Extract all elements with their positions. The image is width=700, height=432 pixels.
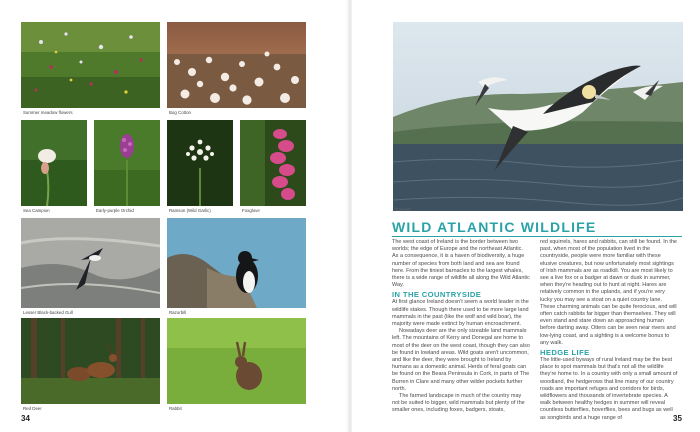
photo-bog-cotton [167, 22, 306, 108]
caption-ramson: Ramson (Wild Garlic) [169, 208, 211, 213]
page-number-right: 35 [673, 414, 682, 423]
caption-orchid: Early-purple Orchid [96, 208, 134, 213]
photo-ramson-wild-garlic [167, 120, 233, 206]
caption-foxglove: Foxglove [242, 208, 260, 213]
article-title: WILD ATLANTIC WILDLIFE [392, 219, 597, 235]
caption-meadow: Summer meadow flowers [23, 110, 73, 115]
photo-lesser-black-backed-gull [21, 218, 160, 308]
heading-hedge-life: HEDGE LIFE [540, 348, 590, 358]
intro-paragraph: The west coast of Ireland is the border between two worlds; the edge of Europe and the northeast Atlantic. As a consequence, it is a haven of biodiversity, a huge number of species from both land and sea are found here. From the tiniest barnacles to the largest whales, there is a wide range of wildlife all along the Wild Atlantic Way. [392, 239, 530, 289]
countryside-paragraph-1: At first glance Ireland doesn't seem a world leader in the wildlife stakes. Though there used to be more large land mammals in the past (like the wolf and wild boar), the majority were made extinct by human encroachment. [392, 299, 529, 328]
photo-razorbill [167, 218, 306, 308]
photo-early-purple-orchid [94, 120, 160, 206]
photo-foxglove [240, 120, 306, 206]
photo-gannets [393, 22, 683, 211]
caption-gannets: Gannets [395, 207, 412, 212]
article-column-1 [392, 239, 530, 415]
caption-razorbill: Razorbill [169, 310, 187, 315]
caption-rabbit: Rabbit [169, 406, 182, 411]
photo-rabbit [167, 318, 306, 404]
article-column-2 [540, 239, 678, 422]
page-number-left: 34 [21, 414, 30, 423]
photo-red-deer [21, 318, 160, 404]
column2-paragraph-1: red squirrels, hares and rabbits, can still be found. In the past, when most of the population lived in the countryside, people were more familiar with these elusive creatures, but now unfortunately most sightings of Irish mammals are as roadkill. You are most likely to see a live fox or a badger at dawn or dusk in summer, when they're heading out to hunt at night. Hares are relatively common in the uplands, and if you're very lucky you may see a stoat on a quiet country lane. These charming animals can be quite ferocious, and will often catch rabbits far bigger than themselves. They will even stand and stare down an approaching human before darting away. Otters can be seen near rivers and low-lying coast, and a sighting is a welcome bonus to any walk. [540, 239, 677, 346]
left-page [0, 0, 348, 432]
caption-sea-campion: Sea Campion [23, 208, 50, 213]
hedge-paragraph-1: The little-used byways of rural Ireland may be the best place to spot mammals but that's not all the wildlife they're home to. In a country with only a small amount of woodland, the hedgerows that line many of our country roads are important refuges and corridors for birds, wildflowers and thousands of invertebrate species. A walk between healthy hedges in summer will reveal countless butterflies, hoverflies, bees and bugs as well as songbirds and a huge range of [540, 357, 678, 421]
title-rule [392, 236, 682, 237]
photo-sea-campion [21, 120, 87, 206]
countryside-paragraph-2: Nowadays deer are the only sizeable land mammals left. The mountains of Kerry and Donegal are home to most of the deer on the west coast, though they can also be found in lowland areas. Wild goats aren't uncommon, and like the deer, they were brought to Ireland by humans as a domestic animal. Herds of feral goats can be found on the Beara Peninsula in Cork, in parts of The Burren in Clare and many other wilder pockets further north. [392, 328, 530, 392]
caption-red-deer: Red Deer [23, 406, 42, 411]
countryside-paragraph-3: The farmed landscape in much of the country may not be suited to bigger, wild mammals but plenty of the smaller ones, including foxes, badgers, stoats, [392, 393, 525, 414]
caption-gull: Lesser Black-backed Gull [23, 310, 73, 315]
heading-in-the-countryside: IN THE COUNTRYSIDE [392, 290, 482, 300]
photo-summer-meadow-flowers [21, 22, 160, 108]
caption-bog-cotton: Bog Cotton [169, 110, 191, 115]
